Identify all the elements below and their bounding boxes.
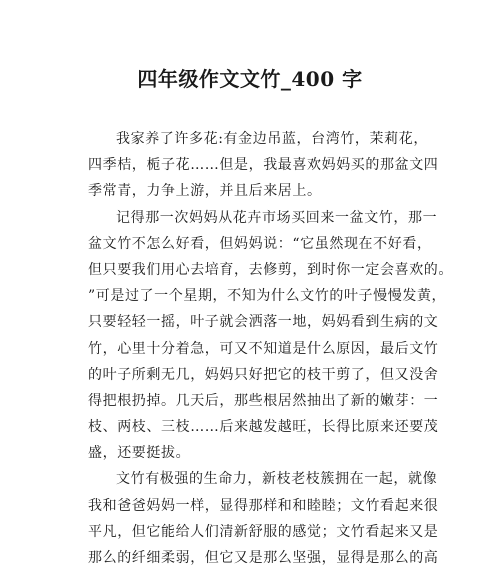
text-line: 季常青，力争上游，并且后来居上。 xyxy=(88,183,322,200)
text-line: 我家养了许多花:有金边吊蓝，台湾竹，茉莉花， xyxy=(116,131,428,147)
text-line: 我和爸爸妈妈一样，显得那样和和睦睦；文竹看起来很 xyxy=(88,497,439,514)
document-body xyxy=(88,126,453,566)
document-title: 四年级作文文竹_400 字 xyxy=(137,67,363,91)
text-line: 枝、两枝、三枝……后来越发越旺，长得比原来还要茂 xyxy=(88,419,439,436)
text-line: 只要轻轻一摇，叶子就会洒落一地，妈妈看到生病的文 xyxy=(88,314,439,331)
text-line: 竹，心里十分着急，可又不知道是什么原因，最后文竹 xyxy=(88,340,439,357)
text-line: 的叶子所剩无几，妈妈只好把它的枝干剪了，但又没舍 xyxy=(88,366,439,383)
text-line: 盛，还要挺拔。 xyxy=(88,445,191,462)
text-line: ”可是过了一个星期，不知为什么文竹的叶子慢慢发黄， xyxy=(88,288,447,305)
text-line: 那么的纤细柔弱，但它又是那么坚强，显得是那么的高 xyxy=(88,550,439,566)
text-line: 记得那一次妈妈从花卉市场买回来一盆文竹，那一 xyxy=(116,209,438,226)
text-line: 盆文竹不怎么好看，但妈妈说：“它虽然现在不好看， xyxy=(88,235,432,252)
text-line: 四季桔，栀子花……但是，我最喜欢妈妈买的那盆文四 xyxy=(88,157,439,174)
text-line: 文竹有极强的生命力，新枝老枝簇拥在一起，就像 xyxy=(116,471,438,488)
text-line: 但只要我们用心去培育，去修剪，到时你一定会喜欢的。 xyxy=(88,261,453,278)
text-line: 平凡，但它能给人们清新舒服的感觉；文竹看起来又是 xyxy=(88,523,439,540)
text-line: 得把根扔掉。几天后，那些根居然抽出了新的嫩芽：一 xyxy=(88,392,439,409)
